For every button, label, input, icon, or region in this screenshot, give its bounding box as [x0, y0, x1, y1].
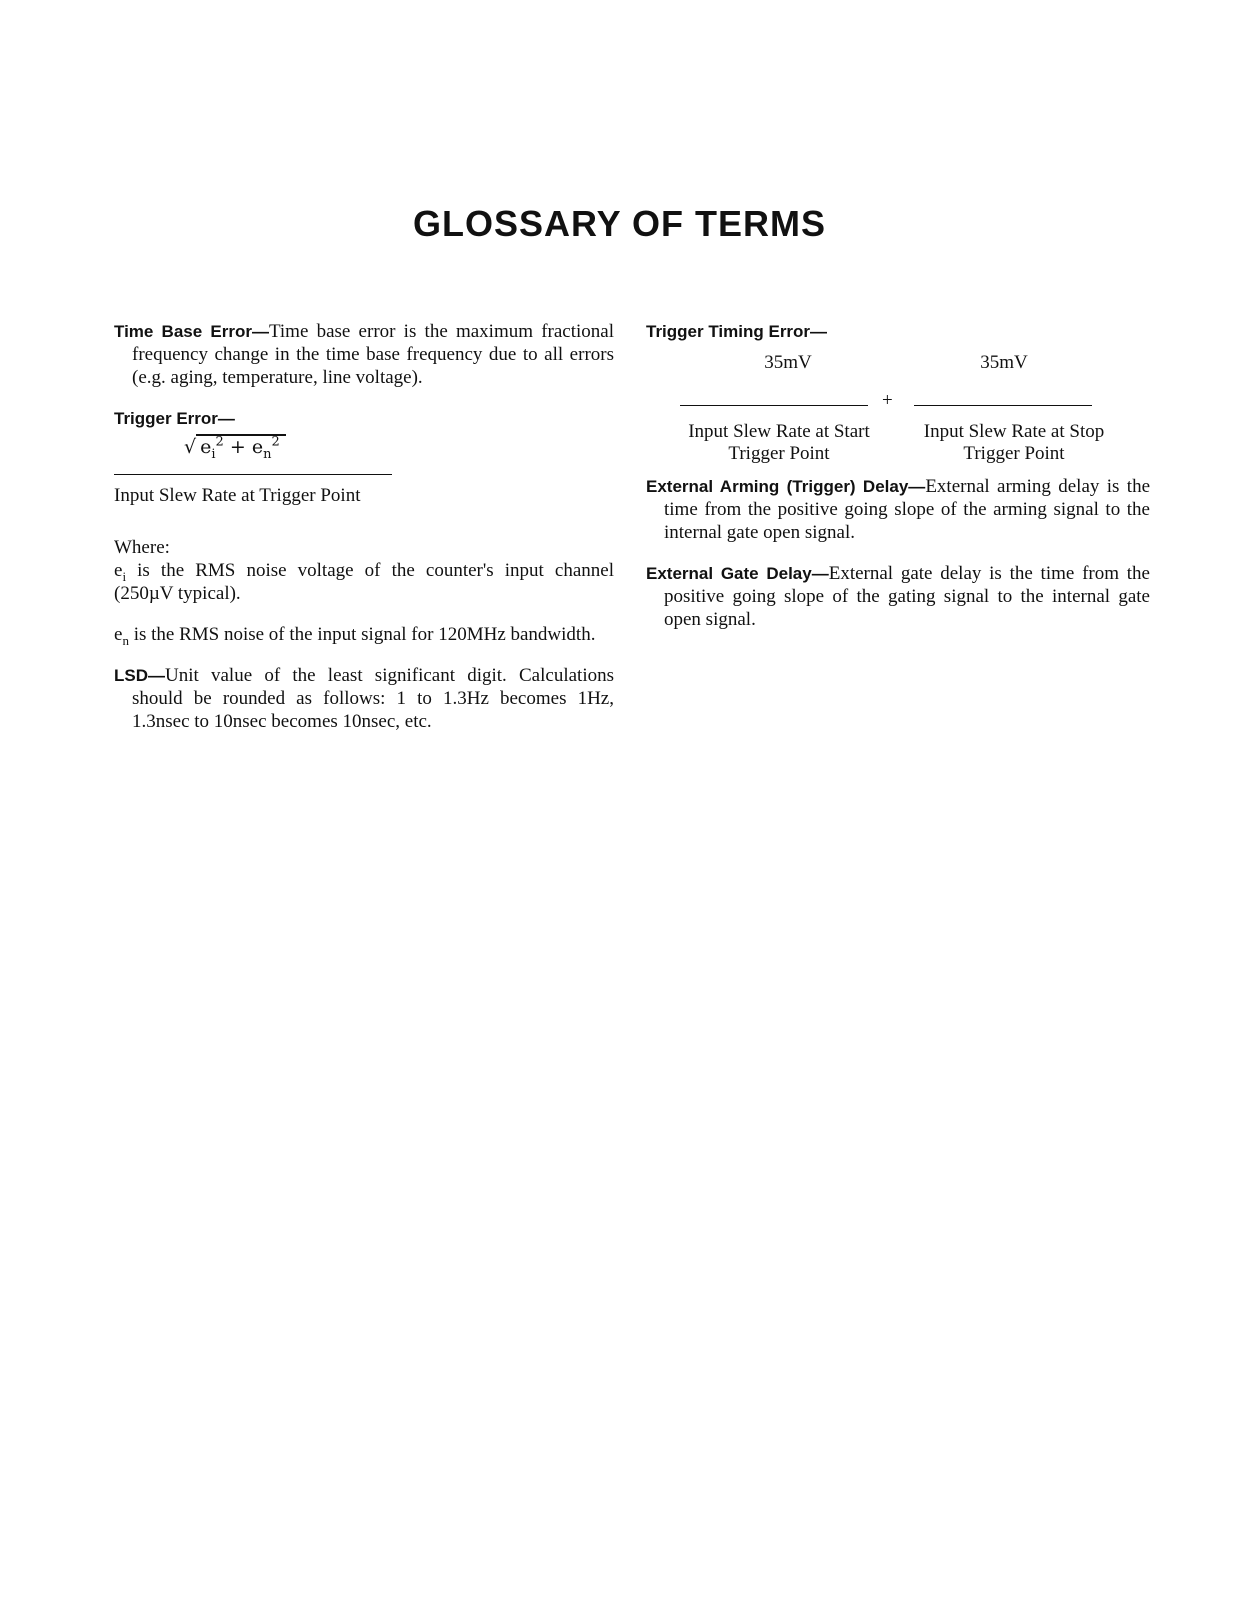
radicand-en-sub: n — [263, 446, 272, 462]
entry-time-base-error — [114, 320, 614, 389]
plus-sign: + — [882, 390, 893, 411]
numerator-stop: 35mV — [980, 352, 1028, 373]
trigger-error-formula — [114, 430, 614, 522]
radicand-ei-sup: 2 — [215, 434, 224, 450]
denominator-start — [664, 421, 894, 465]
radicand-en-sup: 2 — [271, 434, 280, 450]
denominator-stop-line1: Input Slew Rate at Stop — [923, 421, 1105, 442]
trigger-timing-formula — [646, 343, 1150, 464]
radicand-ei-sub: i — [211, 446, 216, 462]
where-ei-definition — [114, 559, 614, 605]
entry-lsd — [114, 664, 614, 733]
definition-external-gate-delay: External gate delay is the time from the positive going slope of the gating signal to the internal gate open signal. — [664, 563, 1150, 630]
ei-variable-sub: i — [122, 568, 127, 584]
entry-trigger-timing-error — [646, 320, 1150, 343]
radical-expression — [184, 434, 286, 462]
term-lsd: LSD— — [114, 666, 165, 685]
denominator-stop — [902, 421, 1126, 465]
en-variable: e — [114, 624, 123, 645]
definition-external-arming-delay: External arming delay is the time from the positive going slope of the arming signal to the internal gate open signal. — [664, 476, 1150, 543]
denominator-stop-line2: Trigger Point — [963, 443, 1065, 464]
where-label: Where: — [114, 537, 170, 558]
entry-external-gate-delay — [646, 562, 1150, 631]
fraction-bar-stop — [914, 405, 1092, 406]
left-column — [114, 320, 614, 733]
fraction-bar-start — [680, 405, 868, 406]
definition-lsd: Unit value of the least significant digit. Calculations should be rounded as follows: 1 to 1.3Hz becomes 1Hz, 1.3nsec to 10nsec becomes 10nsec, etc. — [132, 665, 614, 732]
numerator-start: 35mV — [764, 352, 812, 373]
definition-time-base-error: Time base error is the maximum fractional frequency change in the time base frequency due to all errors (e.g. aging, temperature, line voltage). — [132, 321, 615, 388]
radicand-plus: + — [229, 436, 246, 458]
entry-external-arming-delay — [646, 475, 1150, 544]
page-title: GLOSSARY OF TERMS — [412, 203, 827, 244]
ei-variable: e — [114, 560, 123, 581]
right-column — [646, 320, 1150, 631]
en-text: is the RMS noise of the input signal for 120MHz bandwidth. — [128, 624, 596, 645]
term-external-arming-delay: External Arming (Trigger) Delay— — [646, 477, 926, 496]
term-trigger-timing-error: Trigger Timing Error— — [646, 322, 828, 341]
radicand-en: e — [251, 436, 264, 458]
denominator-start-line1: Input Slew Rate at Start — [688, 421, 870, 442]
trigger-error-denominator: Input Slew Rate at Trigger Point — [114, 485, 361, 506]
term-trigger-error: Trigger Error— — [114, 409, 235, 428]
term-external-gate-delay: External Gate Delay— — [646, 564, 829, 583]
entry-trigger-error — [114, 407, 614, 430]
denominator-start-line2: Trigger Point — [728, 443, 830, 464]
where-en-definition — [114, 623, 614, 646]
en-variable-sub: n — [122, 632, 129, 648]
fraction-bar — [114, 474, 392, 475]
radical-sign-icon: √ — [184, 436, 197, 458]
term-time-base-error: Time Base Error— — [114, 322, 269, 341]
radicand-ei: e — [200, 436, 212, 458]
ei-text: is the RMS noise voltage of the counter's input channel (250µV typical). — [114, 560, 614, 604]
